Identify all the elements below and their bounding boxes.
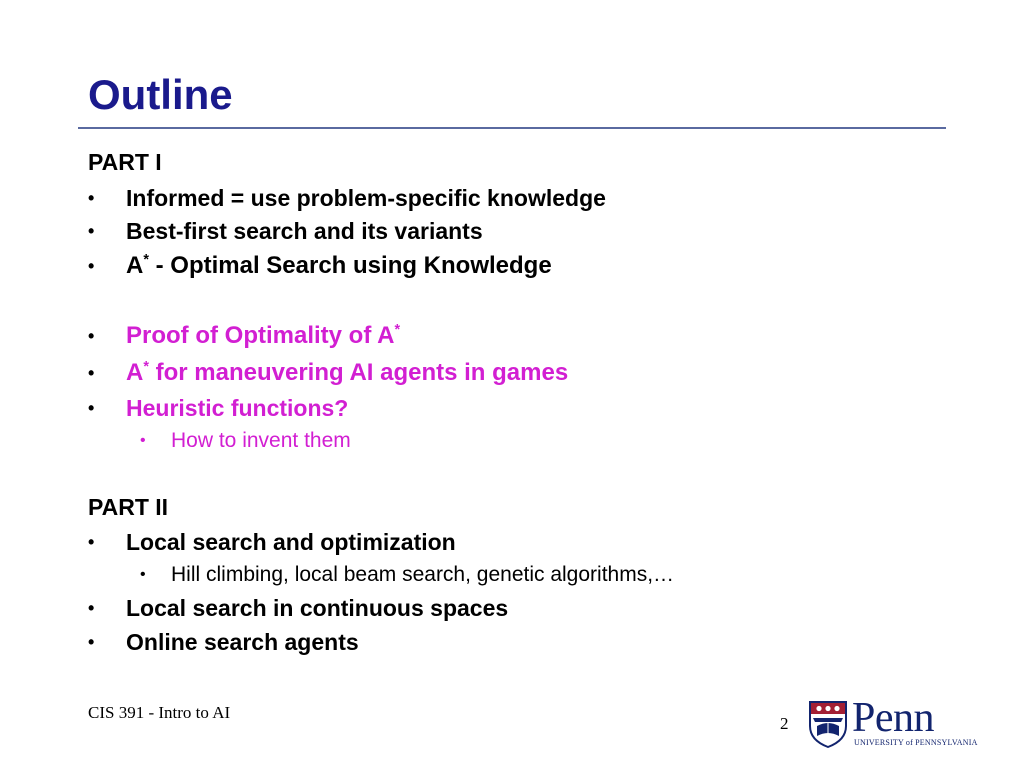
slide-title: Outline	[88, 71, 233, 118]
sub-bullet-icon: •	[140, 432, 146, 449]
bullet-icon: •	[88, 532, 95, 552]
list-item-label: Local search and optimization	[126, 529, 456, 555]
list-item-label	[126, 359, 568, 387]
proof-text: Proof of Optimality of A	[126, 322, 395, 349]
list-item-label	[126, 252, 552, 280]
a-star-superscript: *	[143, 252, 149, 268]
list-item-label: Informed = use problem-specific knowledge	[126, 185, 606, 211]
penn-wordmark: Penn	[852, 695, 934, 741]
sub-list-item-label: Hill climbing, local beam search, genetic algorithms,…	[171, 563, 675, 586]
sub-list-item-label: How to invent them	[171, 429, 351, 452]
footer-course: CIS 391 - Intro to AI	[88, 703, 231, 722]
list-item-label: Online search agents	[126, 629, 359, 655]
bullet-icon: •	[88, 398, 95, 418]
a-star-letter: A	[126, 252, 144, 279]
bullet-icon: •	[88, 363, 95, 383]
a-star-rest: - Optimal Search using Knowledge	[148, 252, 552, 279]
part1-heading: PART I	[88, 149, 162, 175]
sub-bullet-icon: •	[140, 566, 146, 583]
games-rest: for maneuvering AI agents in games	[148, 359, 569, 386]
bullet-icon: •	[88, 256, 95, 276]
list-item-label: Heuristic functions?	[126, 395, 349, 421]
penn-shield-icon	[808, 700, 848, 748]
bullet-icon: •	[88, 632, 95, 652]
list-item-label: Local search in continuous spaces	[126, 595, 509, 621]
proof-superscript: *	[394, 322, 401, 338]
list-item-label: Best-first search and its variants	[126, 218, 483, 244]
bullet-icon: •	[88, 188, 95, 208]
penn-university-line: UNIVERSITY of PENNSYLVANIA	[854, 738, 978, 747]
bullet-icon: •	[88, 598, 95, 618]
games-prefix: A	[126, 359, 144, 386]
list-item-label	[126, 322, 400, 350]
games-superscript: *	[143, 359, 149, 375]
page-number: 2	[780, 714, 789, 733]
bullet-icon: •	[88, 326, 95, 346]
part2-heading: PART II	[88, 494, 169, 520]
bullet-icon: •	[88, 221, 95, 241]
penn-logo	[808, 695, 978, 750]
